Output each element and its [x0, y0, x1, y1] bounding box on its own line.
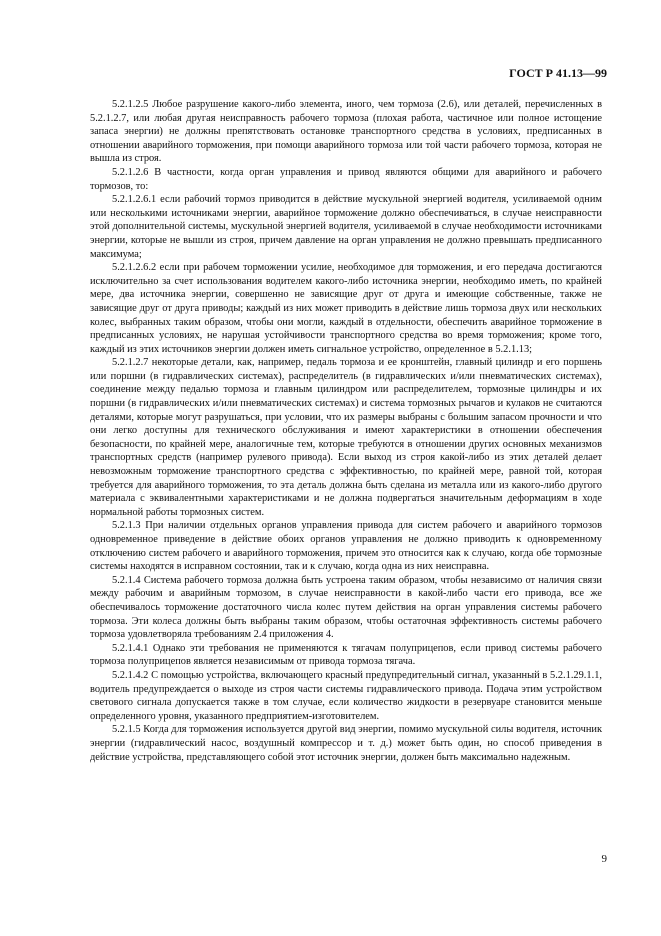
paragraph-5-2-1-2-6-2: 5.2.1.2.6.2 если при рабочем торможении усилие, необходимое для торможения, и его передача достигаются исключительно за счет использования водителем какого-либо источника энергии, необходимо иметь, по крайней мере, два источника энергии, совершенно не зависящие друг от друга и имеющие собственные, также не зависящие друг от друга приводы; каждый из них может приводить в действие лишь тормоза двух или нескольких колес, выбранных таким образом, чтобы они могли, каждый в отдельности, обеспечить аварийное торможение в предписанных условиях, не нарушая устойчивости транспортного средства во время торможения; кроме того, каждый из этих источников энергии должен иметь сигнальное устройство, определенное в 5.2.1.13; [90, 262, 602, 355]
paragraph-5-2-1-2-7: 5.2.1.2.7 некоторые детали, как, например, педаль тормоза и ее кронштейн, главный цилиндр и его поршень или поршни (в гидравлических системах), распределитель (в гидравлических и/или пневматических системах), соединение между педалью тормоза и главным цилиндром или распределителем, тормозные цилиндры и их поршни (в гидравлических и/или пневматических системах) и система тормозных рычагов и кулаков не считаются деталями, которые могут разрушаться, при условии, что их размеры выбраны с большим запасом прочности и что они легко доступны для технического обслуживания и имеют характеристики в отношении обеспечения безопасности, по крайней мере, аналогичные тем, которые требуются в отношении других основных механизмов транспортных средств (например рулевого привода). Если выход из строя какой-либо из этих деталей делает невозможным торможение транспортного средства с эффективностью, по крайней мере, равной той, которая требуется для аварийного торможения, то эта деталь должна быть сделана из металла или из какого-либо другого материала с эквивалентными характеристиками и не должна подвергаться значительным деформациям в ходе нормальной работы тормозных систем. [90, 357, 602, 518]
paragraph-5-2-1-2-6-1: 5.2.1.2.6.1 если рабочий тормоз приводится в действие мускульной энергией водителя, усиливаемой одним или несколькими источниками энергии, аварийное торможение должно обеспечиваться, в случае неисправности этой дополнительной системы, мускульной энергией водителя, усиливаемой в случае необходимости источниками энергии, которые не вышли из строя, причем давление на орган управления не должно превышать предписанного максимума; [90, 194, 602, 260]
paragraph-5-2-1-4: 5.2.1.4 Система рабочего тормоза должна быть устроена таким образом, чтобы независимо от наличия связи между рабочим и аварийным тормозом, в случае неисправности в какой-либо части его привода, все же обеспечивалось торможение достаточного числа колес путем действия на орган управления системы рабочего тормоза. Эти колеса должны быть выбраны таким образом, чтобы остаточная эффективность системы рабочего тормоза удовлетворяла требованиям 2.4 приложения 4. [90, 574, 602, 641]
paragraph-5-2-1-4-1: 5.2.1.4.1 Однако эти требования не применяются к тягачам полуприцепов, если привод системы рабочего тормоза полуприцепов является независимым от привода тормоза тягача. [90, 642, 602, 668]
paragraph-5-2-1-3: 5.2.1.3 При наличии отдельных органов управления привода для систем рабочего и аварийного тормозов одновременное приведение в действие обоих органов управления не должно приводить к одновременному отключению систем рабочего и аварийного торможения, причем это относится как к случаю, когда обе тормозные системы находятся в исправном состоянии, так и к случаю, когда одна из них неисправна. [90, 520, 602, 573]
document-body [90, 98, 602, 764]
paragraph-5-2-1-2-5: 5.2.1.2.5 Любое разрушение какого-либо элемента, иного, чем тормоза (2.6), или деталей, перечисленных в 5.2.1.2.7, или любая другая неисправность рабочего тормоза (плохая работа, частичное или полное истощение запаса энергии) не должны препятствовать остановке транспортного средства в условиях, предписанных в отношении аварийного торможения, при помощи аварийного тормоза или той части рабочего тормоза, которая не вышла из строя. [90, 99, 602, 165]
page-number: 9 [601, 853, 607, 865]
document-code-header: ГОСТ Р 41.13—99 [509, 66, 607, 80]
paragraph-5-2-1-4-2: 5.2.1.4.2 С помощью устройства, включающего красный предупредительный сигнал, указанный в 5.2.1.29.1.1, водитель предупреждается о выходе из строя части системы гидравлического привода. Подача этим устройством светового сигнала допускается также в том случае, если количество жидкости в резервуаре становится меньше определенного уровня, указанного предприятием-изготовителем. [90, 669, 602, 722]
paragraph-5-2-1-5: 5.2.1.5 Когда для торможения используется другой вид энергии, помимо мускульной силы водителя, источник энергии (гидравлический насос, воздушный компрессор и т. д.) может быть один, но способ приведения в действие устройства, представляющего собой этот источник энергии, должен быть максимально надежным. [90, 724, 602, 763]
paragraph-5-2-1-2-6: 5.2.1.2.6 В частности, когда орган управления и привод являются общими для аварийного и рабочего тормозов, то: [90, 166, 602, 192]
